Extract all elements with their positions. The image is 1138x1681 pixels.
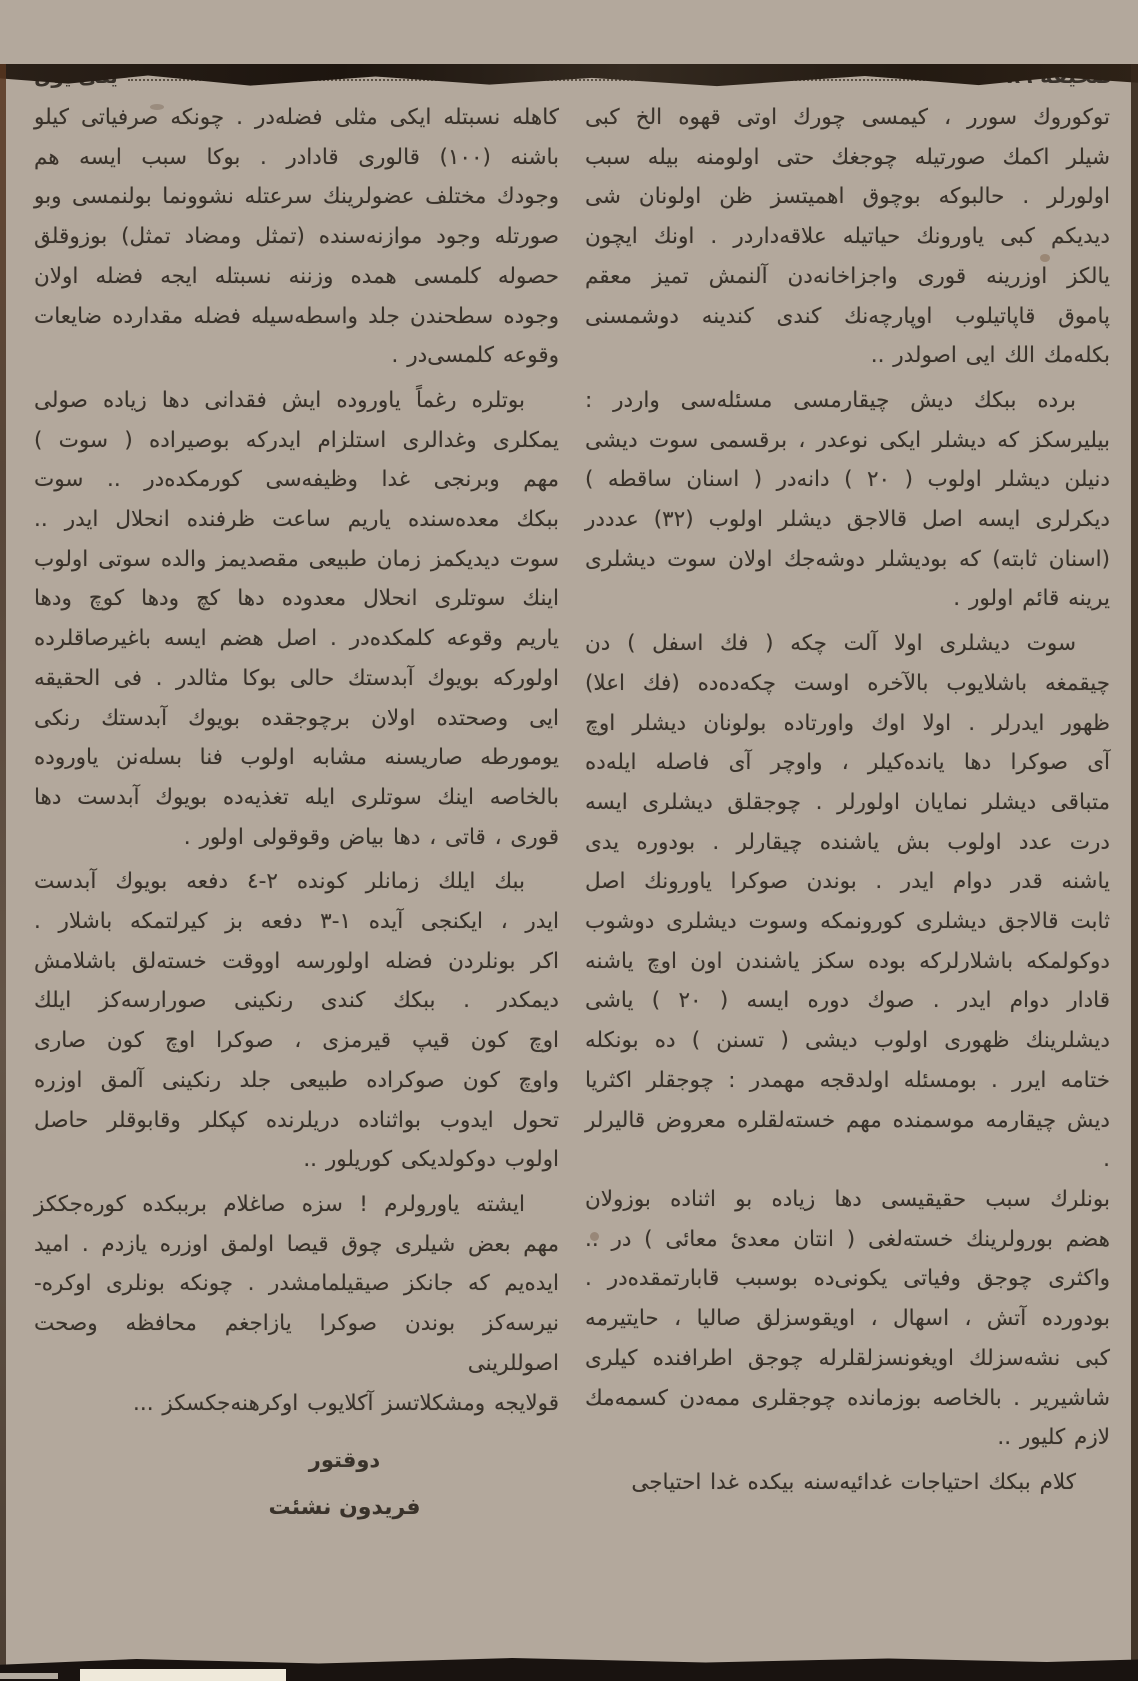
text-line: بالخاصه اينك سوتلرى ايله تغذيه‌ده بويوك آبدست دها [34, 784, 559, 810]
paragraph [34, 1185, 559, 1423]
text-line: اوچ كون قيپ قيرمزى ، صوكرا اوچ كون صارى [34, 1028, 559, 1054]
text-line: كلام ببكك احتياجات غدائيه‌سنه بيكده غدا احتياجى [631, 1469, 1076, 1495]
next-page-strip [80, 1669, 286, 1681]
text-line: (اسنان ثابته) كه بوديشلر دوشه‌جك اولان سوت ديشلرى [585, 546, 1110, 572]
paragraph [585, 624, 1110, 1458]
author-title: دوقتور [308, 1448, 381, 1473]
text-line: بوتلره رغماً ياوروده ايش فقدانى دها زياده صولى [34, 387, 525, 413]
text-line: دوكولمكه باشلارلركه بوده سكز ياشندن اون اوچ ياشنه [585, 948, 1110, 974]
text-line: دنيلن ديشلر اولوب ( ٢٠ ) دانه‌در ( اسنان ساقطه ) [585, 467, 1110, 493]
text-line: ياريم وقوعه كلمكده‌در . اصل هضم ايسه باغيرصاقلرده [34, 626, 559, 652]
scan-edge-right [1131, 64, 1138, 1681]
text-line: ايده‌يم كه جانكز صيقيلمامشدر . چونكه بونلرى اوكره- [34, 1271, 559, 1297]
text-line: اولوب دوكولديكى كوريلور .. [303, 1147, 559, 1173]
text-line: مهم وبرنجى غدا وظيفه‌سى كورمكده‌در .. سوت [34, 467, 559, 493]
text-line: كاهله نسبتله ايكى مثلى فضله‌در . چونكه صرفياتى كيلو [34, 105, 559, 130]
text-line: پاموق قاپاتيلوب اوپارچه‌نك كندى كندينه دوشمسنى [585, 303, 1110, 329]
text-line: حصوله كلمسى همده وزننه نسبتله ايجه فضله اولان [34, 263, 559, 289]
text-line: اولوركه بويوك آبدستك حالى بوكا مثالدر . فى الحقيقه [34, 665, 559, 691]
text-line: وقوعه كلمسى‌در . [391, 343, 559, 369]
text-line: ثابت قالاجق ديشلرى كورونمكه وسوت ديشلرى دوشوب [585, 909, 1110, 935]
text-line: شيلر اكمك صورتيله چوجغك حتى اولومنه بيله سبب [585, 144, 1110, 170]
text-line: ديمكدر . ببكك كندى رنكينى صورارسه‌كز ايلك [34, 988, 559, 1014]
text-line: بودورده آتش ، اسهال ، اويقوسزلق صاليا ، حايتيرمه [585, 1306, 1110, 1332]
text-line: شاشيرير . بالخاصه بوزمانده چوجقلرى ممه‌دن كسمه‌مك [585, 1385, 1110, 1411]
text-line: درت عدد اولوب بش ياشنده چيقارلر . بودوره يدى [585, 829, 1110, 855]
column-left [34, 98, 559, 1533]
text-line: كبى نشه‌سزلك اويغونسزلقلرله چوجق اطرافنده كيلرى [585, 1345, 1110, 1371]
paragraph [34, 98, 559, 376]
text-line: سوت ديديكمز زمان طبيعى مقصديمز والده سوتى اولوب [34, 546, 559, 572]
text-line: يومورطه صاريسنه مشابه اولوب فنا بسله‌نن ياوروده [34, 745, 559, 771]
text-line: ياشنه قدر دوام ايدر . بوندن صوكرا ياورونك اصل [585, 869, 1110, 895]
text-line: تحول ايدوب بواثناده دريلرنده كپكلر وقابوقلر حاصل [34, 1107, 559, 1133]
text-line: يالكز اوزرينه قورى واجزاخانه‌دن آلنمش تميز معقم [585, 263, 1110, 289]
text-line: آى صوكرا دها يانده‌كيلر ، واوچر آى فاصله ايله‌ده [585, 750, 1110, 776]
text-line: ايى وصحتده اولان برچوجقده بويوك آبدستك رنكى [34, 705, 559, 731]
text-line: قولايجه ومشكلاتسز آكلايوب اوكرهنه‌جكسكز ... [133, 1390, 559, 1416]
text-line: ببكك معده‌سنده ياريم ساعت ظرفنده انحلال ايدر .. [34, 507, 559, 533]
text-line: قورى ، قاتى ، دها بياض وقوقولى اولور . [183, 824, 559, 850]
text-line: اينك سوتلرى انحلال معدوده دها كچ ودها كوچ ودها [34, 586, 559, 612]
text-line: لازم كليور .. [997, 1425, 1110, 1451]
text-line: نيرسه‌كز بوندن صوكرا يازاجغم محافظه وصحت اصوللرينى [34, 1311, 559, 1376]
text-line: توكوروك سورر ، كيمسى چورك اوتى قهوه الخ كبى [585, 105, 1110, 130]
text-line: ختامه ايرر . بومسئله اولدقجه مهمدر : چوجقلر اكثريا [585, 1067, 1110, 1093]
text-line: بكله‌مك الك ايى اصولدر .. [870, 343, 1110, 369]
text-line: باشنه (١٠٠) قالورى قادادر . بوكا سبب ايسه هم [34, 144, 559, 170]
text-line: ديشلرينك ظهورى اولوب ديشى ( تسنن ) ده بونكله [585, 1028, 1110, 1054]
text-line: مهم بعض شيلرى چوق قيصا اولمق اوزره يازدم . اميد [34, 1231, 559, 1257]
paragraph [585, 98, 1110, 376]
text-line: قادار دوام ايدر . صوك دوره ايسه ( ٢٠ ) ياشى [585, 988, 1111, 1014]
article-body [34, 98, 1110, 1533]
author-signature [180, 1437, 510, 1533]
author-name: فريدون نشئت [268, 1495, 421, 1521]
column-left-paragraphs [34, 98, 559, 1423]
paragraph [34, 381, 559, 857]
text-line: ظهور ايدرلر . اولا اوك واورتاده بولونان ديشلر اوچ [585, 710, 1110, 736]
text-line: ديش چيقارمه موسمنده مهم خسته‌لقلره معروض قاليرلر . [585, 1107, 1110, 1173]
text-line: سوت ديشلرى اولا آلت چكه ( فك اسفل ) دن [585, 631, 1076, 657]
text-line: بيليرسكز كه ديشلر ايكى نوعدر ، برقسمى سوت ديشى [585, 427, 1110, 453]
text-line: واكثرى چوجق وفياتى يكونى‌ده بوسبب قابارتمقده‌در . [585, 1266, 1110, 1292]
text-line: ايشته ياورولرم ! سزه صاغلام برببكده كوره‌جككز [34, 1191, 525, 1217]
text-line: يمكلرى وغدالرى استلزام ايدركه بوصيراده ( سوت ) [34, 427, 559, 453]
text-line: وجودك مختلف عضولرينك سرعتله نشوونما بولنمسى وبو [34, 184, 559, 210]
scan-edge-left [0, 64, 6, 1681]
text-line: صورتله وجود موازنه‌سنده (تمثل ومضاد تمثل) بوزوقلق [34, 224, 559, 250]
text-line: ببك ايلك زمانلر كونده ٢-٤ دفعه بويوك آبدست [34, 869, 525, 895]
text-line: چيقمغه باشلايوب بالآخره اوست چكه‌ده‌ده (فك اعلا) [585, 670, 1110, 696]
paragraph [34, 862, 559, 1180]
text-line: بونلرك سبب حقيقيسى دها زياده بو اثناده بوزولان [585, 1186, 1110, 1212]
column-right [585, 98, 1110, 1533]
text-line: هضم بورولرينك خسته‌لغى ( انتان معدئ معائى ) در .. [585, 1226, 1110, 1252]
text-line: واوچ كون صوكراده طبيعى جلد رنكينى آلمق اوزره [34, 1067, 559, 1093]
text-line: ديديكم كبى ياورونك حياتيله علاقه‌داردر . اونك ايچون [585, 224, 1110, 250]
text-line: متباقى ديشلر نمايان اولورلر . چوجقلق ديشلرى ايسه [585, 789, 1110, 815]
text-line: اكر بونلردن فضله اولورسه اووقت خسته‌لق باشلامش [34, 948, 559, 974]
paragraph [585, 1463, 1110, 1503]
text-line: برده ببكك ديش چيقارمسى مسئله‌سى واردر : [585, 387, 1076, 413]
column-right-paragraphs [585, 98, 1110, 1503]
text-line: ديكرلرى ايسه اصل قالاجق ديشلر اولوب (٣٢) عدددر [585, 507, 1111, 533]
paragraph [585, 381, 1110, 619]
text-line: وجوده سطحندن جلد واسطه‌سيله فضله مقدارده ضايعات [34, 303, 559, 329]
next-page-strip-sliver [0, 1673, 58, 1679]
text-line: اولورلر . حالبوكه بوچوق اهميتسز ظن اولونان شى [585, 184, 1110, 210]
scanned-magazine-page [0, 64, 1138, 1681]
text-line: ايدر ، ايكنجى آيده ١-٣ دفعه بز كيرلتمكه باشلار . [34, 909, 559, 935]
text-line: يرينه قائم اولور . [953, 586, 1110, 612]
